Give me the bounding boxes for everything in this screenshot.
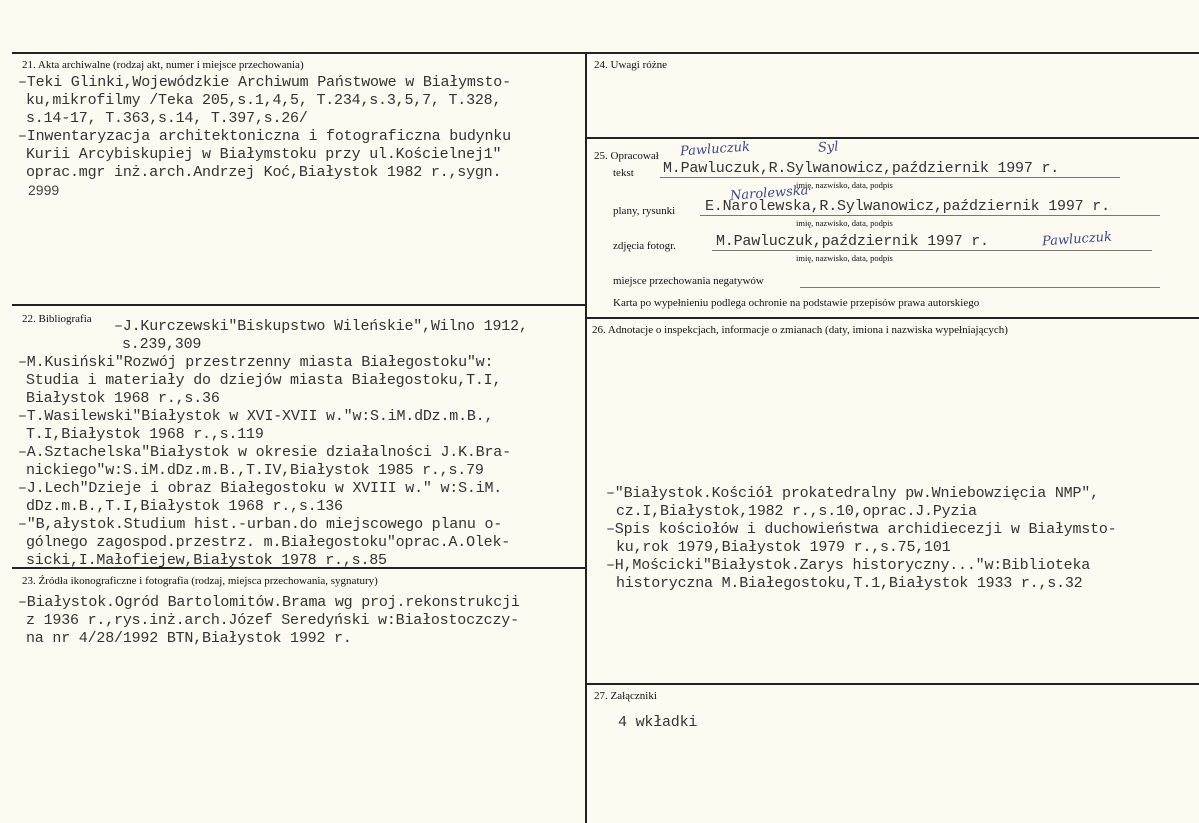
s22-line-9: nickiego"w:S.iM.dDz.m.B.,T.IV,Białystok 1985 r.,s.79 [26, 462, 484, 479]
tekst-value: M.Pawluczuk,R.Sylwanowicz,październik 1997 r. [663, 160, 1060, 177]
right-rule-27 [586, 683, 1199, 685]
s21-line-1: –Teki Glinki,Wojewódzkie Archiwum Państwowe w Białymsto- [18, 74, 511, 91]
zdjecia-label: zdjęcia fotogr. [613, 240, 676, 252]
zdjecia-value: M.Pawluczuk,październik 1997 r. [716, 233, 989, 250]
s22-line-2: s.239,309 [122, 336, 202, 353]
s22-line-8: –A.Sztachelska"Białystok w okresie działalności J.K.Bra- [18, 444, 511, 461]
section-27-header: 27. Załączniki [594, 690, 657, 702]
section-24-header: 24. Uwagi różne [594, 59, 668, 71]
center-divider [585, 52, 587, 823]
s22-line-4: Studia i materiały do dziejów miasta Białegostoku,T.I, [26, 372, 502, 389]
tekst-label: tekst [613, 167, 634, 179]
plany-value: E.Narolewska,R.Sylwanowicz,październik 1997 r. [705, 198, 1110, 215]
section-21-header: 21. Akta archiwalne (rodzaj akt, numer i miejsce przechowania) [22, 59, 304, 71]
karta-note: Karta po wypełnieniu podlega ochronie na podstawie przepisów prawa autorskiego [613, 297, 980, 309]
s22-line-6: –T.Wasilewski"Białystok w XVI-XVII w."w:S.iM.dDz.m.B., [18, 408, 494, 425]
negatywy-label: miejsce przechowania negatywów [613, 275, 764, 287]
section-23-header: 23. Źródła ikonograficzne i fotografia (rodzaj, miejsca przechowania, sygnatury) [22, 575, 378, 587]
s22-line-5: Białystok 1968 r.,s.36 [26, 390, 220, 407]
s22-line-13: gólnego zagospod.przestrz. m.Białegostoku"oprac.A.Olek- [26, 534, 511, 551]
s21-line-5: Kurii Arcybiskupiej w Białymstoku przy ul.Kościelnej1" [26, 146, 502, 163]
tekst-underline [660, 177, 1120, 178]
signature-2: Syl [817, 139, 839, 156]
left-rule-22 [12, 304, 586, 306]
section-25-header: 25. Opracował [594, 150, 659, 162]
s21-line-3: s.14-17, T.363,s.14, T.397,s.26/ [26, 110, 308, 127]
s21-line-6: oprac.mgr inż.arch.Andrzej Koć,Białystok 1982 r.,sygn. [26, 164, 502, 181]
s21-line-2: ku,mikrofilmy /Teka 205,s.1,4,5, T.234,s.3,5,7, T.328, [26, 92, 502, 109]
signature-1: Pawluczuk [679, 139, 751, 160]
attachments-value: 4 wkładki [618, 714, 698, 731]
s26-line-6: historyczna M.Białegostoku,T.1,Białystok 1933 r.,s.32 [616, 575, 1083, 592]
section-22-header: 22. Bibliografia [22, 313, 92, 325]
plany-underline [700, 215, 1160, 216]
plany-label: plany, rysunki [613, 205, 676, 217]
s22-line-12: –"B,ałystok.Studium hist.-urban.do miejscowego planu o- [18, 516, 503, 533]
signature-3: Narolewska [729, 183, 809, 204]
plany-sublabel: imię, nazwisko, data, podpis [796, 218, 893, 228]
zdjecia-underline [712, 250, 1152, 251]
section-26-header: 26. Adnotacje o inspekcjach, informacje o zmianach (daty, imiona i nazwiska wypełniających) [592, 324, 1008, 336]
negatywy-underline [800, 287, 1160, 288]
s22-line-1: –J.Kurczewski"Biskupstwo Wileńskie",Wilno 1912, [114, 318, 528, 335]
s26-line-1: –"Białystok.Kościół prokatedralny pw.Wniebowzięcia NMP", [606, 485, 1099, 502]
s22-line-11: dDz.m.B.,T.I,Białystok 1968 r.,s.136 [26, 498, 343, 515]
s21-line-4: –Inwentaryzacja architektoniczna i fotograficzna budynku [18, 128, 511, 145]
s26-line-5: –H,Mościcki"Białystok.Zarys historyczny..."w:Biblioteka [606, 557, 1091, 574]
s26-line-3: –Spis kościołów i duchowieństwa archidiecezji w Białymsto- [606, 521, 1117, 538]
s22-line-14: sicki,I.Małofiejew,Białystok 1978 r.,s.85 [26, 552, 387, 569]
archive-number: 2999 [28, 182, 60, 198]
s23-line-1: –Białystok.Ogród Bartolomitów.Brama wg proj.rekonstrukcji [18, 594, 520, 611]
top-rule [12, 52, 1199, 54]
s26-line-4: ku,rok 1979,Białystok 1979 r.,s.75,101 [616, 539, 951, 556]
s22-line-10: –J.Lech"Dzieje i obraz Białegostoku w XVIII w." w:S.iM. [18, 480, 503, 497]
signature-4: Pawluczuk [1041, 229, 1113, 250]
s23-line-2: z 1936 r.,rys.inż.arch.Józef Seredyński w:Białostoczczy- [26, 612, 519, 629]
right-rule-26 [586, 317, 1199, 319]
s26-line-2: cz.I,Białystok,1982 r.,s.10,oprac.J.Pyzia [616, 503, 977, 520]
s23-line-3: na nr 4/28/1992 BTN,Białystok 1992 r. [26, 630, 352, 647]
right-rule-25 [586, 137, 1199, 139]
tekst-sublabel: imię, nazwisko, data, podpis [796, 180, 893, 190]
s22-line-7: T.I,Białystok 1968 r.,s.119 [26, 426, 264, 443]
zdjecia-sublabel: imię, nazwisko, data, podpis [796, 253, 893, 263]
s22-line-3: –M.Kusiński"Rozwój przestrzenny miasta Białegostoku"w: [18, 354, 494, 371]
